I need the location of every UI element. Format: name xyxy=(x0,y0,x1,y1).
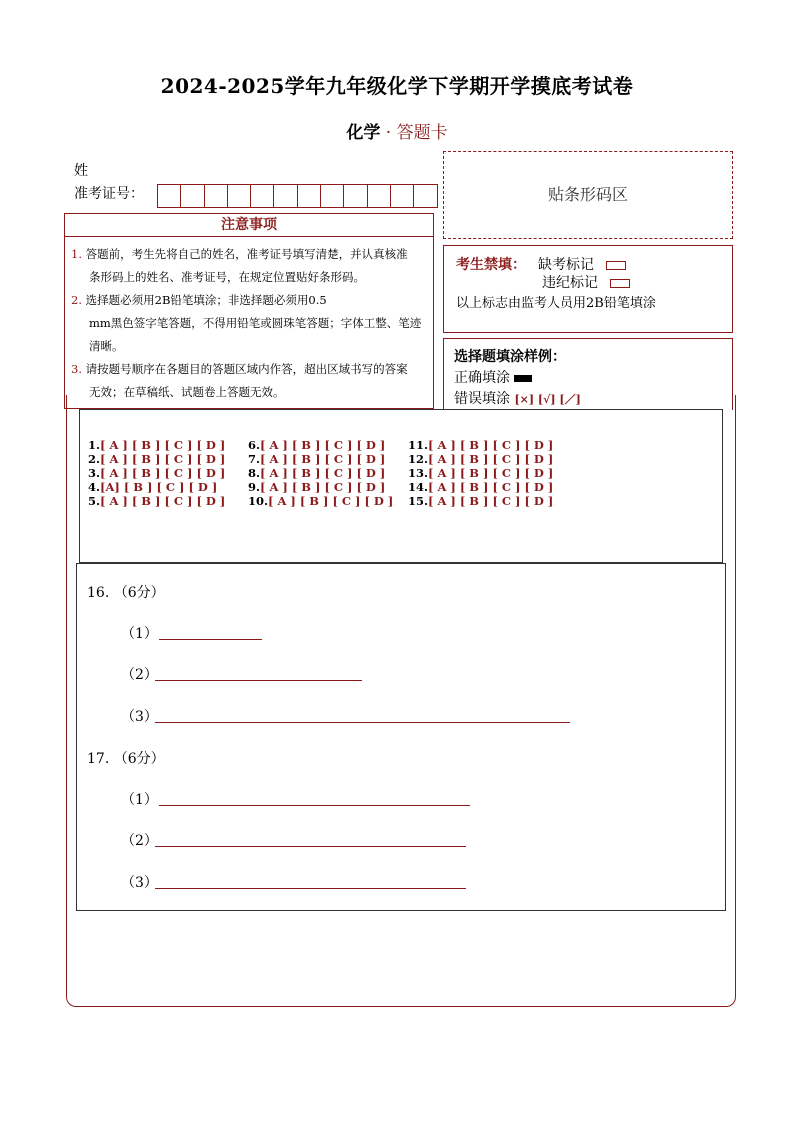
name-label: 姓 xyxy=(74,163,88,179)
exam-digit-box[interactable] xyxy=(227,184,251,208)
choice-row[interactable]: 6.[ A ] [ B ] [ C ] [ D ] xyxy=(248,438,386,452)
subject-label: 化学 xyxy=(346,123,381,143)
exam-digit-box[interactable] xyxy=(343,184,367,208)
q16-part-1-answer-line[interactable] xyxy=(159,639,262,640)
choice-options[interactable]: [ A ] [ B ] [ C ] [ D ] xyxy=(260,480,386,494)
barcode-area: 贴条形码区 xyxy=(443,151,733,239)
question-score: （6分） xyxy=(113,585,165,601)
correct-sample-label: 正确填涂 xyxy=(454,370,510,386)
choice-row[interactable]: 3.[ A ] [ B ] [ C ] [ D ] xyxy=(88,466,226,480)
notice-text: 选择题必须用2B铅笔填涂；非选择题必须用0.5 xyxy=(85,293,327,307)
choice-answer-box xyxy=(79,409,723,563)
choice-options[interactable]: [ A ] [ B ] [ C ] [ D ] xyxy=(428,494,554,508)
choice-options[interactable]: [ A ] [ B ] [ C ] [ D ] xyxy=(428,438,554,452)
choice-options[interactable]: [A] [ B ] [ C ] [ D ] xyxy=(100,480,218,494)
prohibited-label: 考生禁填： xyxy=(456,257,526,273)
choice-options[interactable]: [ A ] [ B ] [ C ] [ D ] xyxy=(260,438,386,452)
notice-num: 2. xyxy=(71,293,82,307)
choice-options[interactable]: [ A ] [ B ] [ C ] [ D ] xyxy=(100,466,226,480)
choice-column-3 xyxy=(408,438,553,508)
filled-mark-icon xyxy=(514,375,532,382)
choice-options[interactable]: [ A ] [ B ] [ C ] [ D ] xyxy=(100,494,226,508)
sample-title: 选择题填涂样例： xyxy=(454,349,566,365)
exam-digit-box[interactable] xyxy=(367,184,391,208)
absent-mark-row xyxy=(538,254,626,274)
page-title: 2024-2025学年九年级化学下学期开学摸底考试卷 xyxy=(160,74,634,98)
choice-column-1 xyxy=(88,438,225,508)
q17-part-1-answer-line[interactable] xyxy=(159,805,470,806)
choice-row[interactable]: 10.[ A ] [ B ] [ C ] [ D ] xyxy=(248,494,394,508)
violation-mark-row xyxy=(542,272,630,292)
choice-column-2 xyxy=(248,438,393,508)
exam-digit-box[interactable] xyxy=(180,184,204,208)
exam-digit-box[interactable] xyxy=(273,184,297,208)
choice-row[interactable]: 9.[ A ] [ B ] [ C ] [ D ] xyxy=(248,480,386,494)
choice-options[interactable]: [ A ] [ B ] [ C ] [ D ] xyxy=(260,466,386,480)
choice-row[interactable]: 14.[ A ] [ B ] [ C ] [ D ] xyxy=(408,480,554,494)
notice-text: 答题前，考生先将自己的姓名，准考证号填写清楚，并认真核准 xyxy=(85,247,408,261)
q16-part-2-label: （2） xyxy=(121,667,158,683)
absent-mark-box[interactable] xyxy=(606,261,626,270)
choice-options[interactable]: [ A ] [ B ] [ C ] [ D ] xyxy=(260,452,386,466)
notice-text: 条形码上的姓名、准考证号，在规定位置贴好条形码。 xyxy=(89,270,365,284)
choice-row[interactable]: 4.[A] [ B ] [ C ] [ D ] xyxy=(88,480,218,494)
exam-digit-box[interactable] xyxy=(320,184,344,208)
choice-row[interactable]: 15.[ A ] [ B ] [ C ] [ D ] xyxy=(408,494,554,508)
fill-sample-box xyxy=(443,338,733,410)
choice-options[interactable]: [ A ] [ B ] [ C ] [ D ] xyxy=(100,438,226,452)
q16-part-2-answer-line[interactable] xyxy=(155,680,362,681)
choice-row[interactable]: 8.[ A ] [ B ] [ C ] [ D ] xyxy=(248,466,386,480)
wrong-sample-row xyxy=(454,388,581,408)
question-17-header xyxy=(87,748,165,768)
short-answer-box xyxy=(76,563,726,911)
choice-row[interactable]: 13.[ A ] [ B ] [ C ] [ D ] xyxy=(408,466,554,480)
choice-row[interactable]: 7.[ A ] [ B ] [ C ] [ D ] xyxy=(248,452,386,466)
q17-part-1-label: （1） xyxy=(121,792,158,808)
wrong-sample-marks: [×] [√] [／] xyxy=(514,393,581,406)
q17-part-2-answer-line[interactable] xyxy=(155,846,466,847)
wrong-sample-label: 错误填涂 xyxy=(454,391,510,407)
choice-options[interactable]: [ A ] [ B ] [ C ] [ D ] xyxy=(428,480,554,494)
q16-part-3-label: （3） xyxy=(121,709,158,725)
card-label: 答题卡 xyxy=(396,123,448,143)
q17-part-2-label: （2） xyxy=(121,833,158,849)
page-subtitle xyxy=(0,118,794,143)
notice-body xyxy=(64,237,434,409)
notice-num: 3. xyxy=(71,362,82,376)
q17-part-3-label: （3） xyxy=(121,875,158,891)
exam-number-boxes[interactable] xyxy=(158,184,438,208)
choice-options[interactable]: [ A ] [ B ] [ C ] [ D ] xyxy=(428,452,554,466)
violation-mark-label: 违纪标记 xyxy=(542,275,598,291)
exam-digit-box[interactable] xyxy=(157,184,181,208)
correct-sample-row xyxy=(454,367,532,387)
question-number: 17. xyxy=(87,751,110,767)
question-16-header xyxy=(87,582,165,602)
exam-digit-box[interactable] xyxy=(390,184,414,208)
choice-row[interactable]: 11.[ A ] [ B ] [ C ] [ D ] xyxy=(408,438,554,452)
subtitle-dot: · xyxy=(385,123,392,143)
choice-options[interactable]: [ A ] [ B ] [ C ] [ D ] xyxy=(268,494,394,508)
choice-row[interactable]: 5.[ A ] [ B ] [ C ] [ D ] xyxy=(88,494,226,508)
q16-part-1-label: （1） xyxy=(121,626,158,642)
notice-num: 1. xyxy=(71,247,82,261)
choice-row[interactable]: 1.[ A ] [ B ] [ C ] [ D ] xyxy=(88,438,226,452)
exam-digit-box[interactable] xyxy=(413,184,437,208)
exam-digit-box[interactable] xyxy=(204,184,228,208)
choice-options[interactable]: [ A ] [ B ] [ C ] [ D ] xyxy=(100,452,226,466)
prohibited-fill-box xyxy=(443,245,733,333)
absent-mark-label: 缺考标记 xyxy=(538,257,594,273)
notice-text: 请按题号顺序在各题目的答题区域内作答，超出区域书写的答案 xyxy=(85,362,408,376)
notice-text: 无效；在草稿纸、试题卷上答题无效。 xyxy=(89,385,285,399)
q17-part-3-answer-line[interactable] xyxy=(155,888,466,889)
notice-title: 注意事项 xyxy=(64,213,434,237)
question-number: 16. xyxy=(87,585,110,601)
q16-part-3-answer-line[interactable] xyxy=(155,722,570,723)
violation-mark-box[interactable] xyxy=(610,279,630,288)
question-score: （6分） xyxy=(113,751,165,767)
choice-row[interactable]: 2.[ A ] [ B ] [ C ] [ D ] xyxy=(88,452,226,466)
notice-text: mm黑色签字笔答题，不得用铅笔或圆珠笔答题；字体工整、笔迹 xyxy=(89,316,422,330)
exam-digit-box[interactable] xyxy=(250,184,274,208)
choice-row[interactable]: 12.[ A ] [ B ] [ C ] [ D ] xyxy=(408,452,554,466)
choice-options[interactable]: [ A ] [ B ] [ C ] [ D ] xyxy=(428,466,554,480)
notice-text: 清晰。 xyxy=(89,339,124,353)
exam-number-label: 准考证号： xyxy=(74,186,144,202)
prohibited-note: 以上标志由监考人员用2B铅笔填涂 xyxy=(456,296,656,311)
exam-digit-box[interactable] xyxy=(297,184,321,208)
